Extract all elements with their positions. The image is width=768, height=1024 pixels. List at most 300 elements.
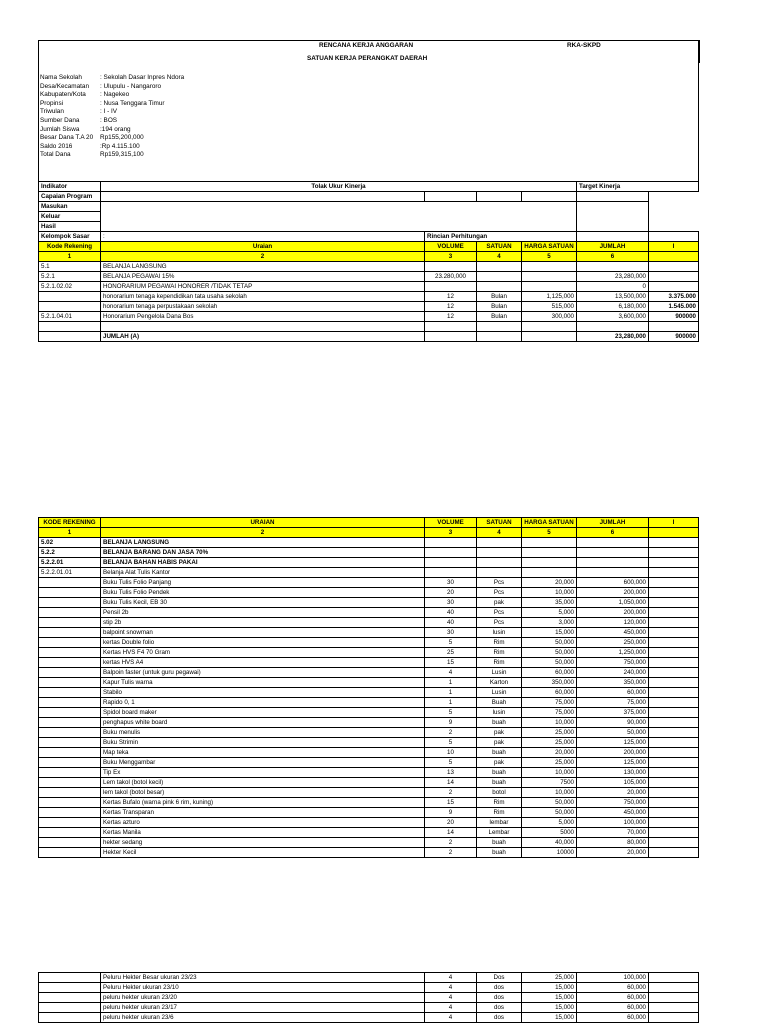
- table-cell: [425, 282, 477, 292]
- table-cell: JUMLAH (A): [101, 332, 425, 342]
- table-cell: [649, 272, 699, 282]
- info-value: : Nusa Tenggara Timur: [100, 99, 165, 107]
- table-cell: 60,000: [577, 983, 649, 993]
- table-cell: 5: [522, 252, 577, 262]
- table-cell: [522, 282, 577, 292]
- table-cell: 5: [425, 638, 477, 648]
- table-cell: 2: [425, 788, 477, 798]
- table-cell: [477, 332, 522, 342]
- table-cell: 900000: [649, 312, 699, 322]
- table-cell: [425, 538, 477, 548]
- table-cell: [39, 668, 101, 678]
- table-cell: Kertas HVS F4 70 Gram: [101, 648, 425, 658]
- hasil-label: Hasil: [39, 222, 101, 232]
- table-cell: 6,180,000: [577, 302, 649, 312]
- table-cell: 100,000: [577, 973, 649, 983]
- table-cell: [477, 272, 522, 282]
- table-cell: [522, 558, 577, 568]
- table-row: [39, 1013, 699, 1023]
- table-cell: [649, 648, 699, 658]
- table-cell: [522, 332, 577, 342]
- keluar-label: Keluar: [39, 212, 101, 222]
- table-cell: 200,000: [577, 748, 649, 758]
- table-cell: 5.02: [39, 538, 101, 548]
- table-cell: [477, 282, 522, 292]
- table-cell: 15,000: [522, 993, 577, 1003]
- table-row: [39, 768, 699, 778]
- info-key: Propinsi: [40, 99, 64, 107]
- table-cell: 3: [425, 528, 477, 538]
- table-cell: [649, 838, 699, 848]
- info-row: [40, 91, 184, 100]
- info-row: [40, 151, 184, 160]
- table-cell: Lusin: [477, 688, 522, 698]
- table-row: [39, 282, 699, 292]
- table-cell: Pensil 2b: [101, 608, 425, 618]
- table-cell: [649, 658, 699, 668]
- table-cell: 1.545.000: [649, 302, 699, 312]
- table-cell: 4: [425, 1013, 477, 1023]
- table-row: [39, 658, 699, 668]
- table-cell: [649, 698, 699, 708]
- info-key: Desa/Kecamatan: [40, 82, 90, 90]
- table-cell: [649, 1013, 699, 1023]
- info-value: : BOS: [100, 116, 118, 124]
- table-cell: 1,050,000: [577, 598, 649, 608]
- table-cell: pak: [477, 758, 522, 768]
- table-cell: [522, 272, 577, 282]
- table-cell: [649, 538, 699, 548]
- table-cell: 23,280,000: [577, 272, 649, 282]
- table-cell: Kertas Transparan: [101, 808, 425, 818]
- table-cell: 25,000: [522, 728, 577, 738]
- table-cell: 75,000: [577, 698, 649, 708]
- table-cell: [649, 548, 699, 558]
- table-cell: 20,000: [522, 578, 577, 588]
- table-cell: [39, 848, 101, 858]
- table-row: [39, 758, 699, 768]
- table-cell: 5.2.1.02.02: [39, 282, 101, 292]
- table-row: [39, 688, 699, 698]
- table-row: [39, 678, 699, 688]
- table-cell: 3,600,000: [577, 312, 649, 322]
- table-cell: Rim: [477, 658, 522, 668]
- frame-left-border: [38, 62, 39, 182]
- table-cell: 60,000: [577, 1013, 649, 1023]
- table-cell: [649, 848, 699, 858]
- table-cell: Uraian: [101, 242, 425, 252]
- table-cell: VOLUME: [425, 518, 477, 528]
- table-cell: [649, 528, 699, 538]
- table-cell: [101, 322, 425, 332]
- table-cell: [39, 688, 101, 698]
- table-cell: [649, 262, 699, 272]
- table-row: [39, 648, 699, 658]
- table-cell: [39, 738, 101, 748]
- table-cell: Pcs: [477, 608, 522, 618]
- table-row: [39, 708, 699, 718]
- table-row: [39, 788, 699, 798]
- table-cell: BELANJA BARANG DAN JASA 70%: [101, 548, 425, 558]
- info-row: [40, 126, 184, 135]
- table-cell: [39, 302, 101, 312]
- table-cell: 4: [425, 983, 477, 993]
- table-cell: Belanja Alat Tulis Kantor: [101, 568, 425, 578]
- table-cell: Kode Rekening: [39, 242, 101, 252]
- table-row: [39, 668, 699, 678]
- table-cell: 7500: [522, 778, 577, 788]
- table-row: [39, 302, 699, 312]
- table-row: [39, 638, 699, 648]
- table-cell: 1: [39, 252, 101, 262]
- header-row: [39, 242, 699, 252]
- table-cell: [577, 558, 649, 568]
- table-cell: 5,000: [522, 608, 577, 618]
- table-row: [39, 818, 699, 828]
- table-cell: dos: [477, 993, 522, 1003]
- info-key: Jumlah Siswa: [40, 125, 80, 133]
- table-cell: [39, 993, 101, 1003]
- table-row: [39, 618, 699, 628]
- table-cell: [649, 708, 699, 718]
- table-cell: 120,000: [577, 618, 649, 628]
- table-cell: HONORARIUM PEGAWAI HONORER /TIDAK TETAP: [101, 282, 425, 292]
- table-row: [39, 983, 699, 993]
- table-cell: [39, 292, 101, 302]
- table-cell: 5: [522, 528, 577, 538]
- table-cell: [425, 332, 477, 342]
- table-cell: [649, 748, 699, 758]
- table-cell: pak: [477, 728, 522, 738]
- tolak-ukur-header: Tolak Ukur Kinerja: [101, 182, 577, 192]
- table-cell: Bulan: [477, 302, 522, 312]
- table-cell: Rim: [477, 808, 522, 818]
- table-cell: [477, 538, 522, 548]
- table-cell: [39, 618, 101, 628]
- table-cell: [649, 973, 699, 983]
- table-cell: honorarium tenaga kependidikan tata usaha sekolah: [101, 292, 425, 302]
- table-row: [39, 698, 699, 708]
- table-cell: [39, 778, 101, 788]
- info-row: [40, 83, 184, 92]
- table-cell: [649, 688, 699, 698]
- table-cell: [425, 262, 477, 272]
- table-cell: 9: [425, 718, 477, 728]
- table-cell: 4: [425, 993, 477, 1003]
- kelompok-label: Kelompok Sasar: [39, 232, 101, 242]
- table-cell: 20,000: [522, 748, 577, 758]
- table-cell: 10: [425, 748, 477, 758]
- table-cell: 15: [425, 798, 477, 808]
- table-cell: 60,000: [577, 1003, 649, 1013]
- table-cell: dos: [477, 1003, 522, 1013]
- table-cell: 40: [425, 608, 477, 618]
- table-cell: [39, 648, 101, 658]
- table-cell: peluru hekter ukuran 23/6: [101, 1013, 425, 1023]
- table-cell: 5.2.1.04.01: [39, 312, 101, 322]
- table-cell: 25: [425, 648, 477, 658]
- table-cell: 3: [425, 252, 477, 262]
- table-cell: 2: [425, 848, 477, 858]
- table-cell: lem takol (botol besar): [101, 788, 425, 798]
- table-cell: Rim: [477, 648, 522, 658]
- table-cell: buah: [477, 778, 522, 788]
- table-cell: [649, 678, 699, 688]
- table-cell: 35,000: [522, 598, 577, 608]
- table-cell: buah: [477, 718, 522, 728]
- table-cell: 75,000: [522, 708, 577, 718]
- table-row: [39, 598, 699, 608]
- table-cell: 450,000: [577, 808, 649, 818]
- table-cell: 5.2.1: [39, 272, 101, 282]
- table-row: [39, 778, 699, 788]
- table-row: [39, 808, 699, 818]
- table-row: [39, 848, 699, 858]
- info-value: Rp159,315,100: [100, 151, 144, 159]
- table-cell: Buku Menggambar: [101, 758, 425, 768]
- table-row: [39, 728, 699, 738]
- table-cell: 350,000: [522, 678, 577, 688]
- table-cell: 600,000: [577, 578, 649, 588]
- indikator-label: Indikator: [39, 182, 101, 192]
- table-cell: [649, 768, 699, 778]
- table-cell: 2: [101, 252, 425, 262]
- info-row: [40, 108, 184, 117]
- doc-code: RKA-SKPD: [567, 42, 601, 49]
- table-cell: Rim: [477, 638, 522, 648]
- table-cell: [649, 322, 699, 332]
- table-cell: [477, 568, 522, 578]
- table-cell: [649, 252, 699, 262]
- table-cell: [649, 638, 699, 648]
- table-cell: [649, 578, 699, 588]
- table-row: [39, 588, 699, 598]
- table-cell: [39, 838, 101, 848]
- table-cell: [39, 728, 101, 738]
- table-cell: Kertas Manila: [101, 828, 425, 838]
- table-cell: 25,000: [522, 973, 577, 983]
- table-cell: Buku Tulis Folio Panjang: [101, 578, 425, 588]
- table-cell: Peluru Hekter Besar ukuran 23/23: [101, 973, 425, 983]
- table-cell: Bulan: [477, 292, 522, 302]
- table-cell: [649, 1003, 699, 1013]
- table-cell: 0: [577, 282, 649, 292]
- table-cell: 6: [577, 252, 649, 262]
- table-row: [39, 1003, 699, 1013]
- info-key: Nama Sekolah: [40, 74, 82, 81]
- table-cell: [577, 568, 649, 578]
- header-number-row: [39, 252, 699, 262]
- table-cell: [39, 798, 101, 808]
- table-cell: 5.2.2.01.01: [39, 568, 101, 578]
- table-cell: Kertas Bufalo (warna pink 6 rim, kuning): [101, 798, 425, 808]
- table-cell: Peluru Hekter ukuran 23/10: [101, 983, 425, 993]
- table-row: [39, 568, 699, 578]
- info-key: Total Dana: [40, 151, 71, 159]
- table-cell: JUMLAH: [577, 518, 649, 528]
- info-value: :Rp 4.115.100: [100, 142, 140, 150]
- table-cell: SATUAN: [477, 518, 522, 528]
- info-key: Sumber Dana: [40, 116, 80, 124]
- table-cell: Pcs: [477, 618, 522, 628]
- table-cell: [649, 718, 699, 728]
- table-cell: [649, 798, 699, 808]
- table-row: [39, 332, 699, 342]
- table-cell: Rapido 0, 1: [101, 698, 425, 708]
- table-cell: [39, 598, 101, 608]
- doc-subtitle: SATUAN KERJA PERANGKAT DAERAH: [307, 55, 428, 62]
- table-cell: 23,280,000: [577, 332, 649, 342]
- table-cell: [649, 758, 699, 768]
- table-cell: Buku Tulis Kecil, EB 30: [101, 598, 425, 608]
- table-cell: [39, 818, 101, 828]
- table-cell: 15,000: [522, 1003, 577, 1013]
- table-cell: I: [649, 242, 699, 252]
- table-cell: [425, 558, 477, 568]
- table-cell: 20: [425, 818, 477, 828]
- table-cell: lusin: [477, 708, 522, 718]
- table-cell: [39, 588, 101, 598]
- table-cell: [649, 558, 699, 568]
- table-cell: [39, 608, 101, 618]
- frame-right-border: [698, 40, 699, 182]
- info-row: [40, 117, 184, 126]
- table-cell: 50,000: [577, 728, 649, 738]
- info-value: : I - IV: [100, 108, 118, 116]
- table-cell: [39, 678, 101, 688]
- table-cell: HARGA SATUAN: [522, 518, 577, 528]
- table-cell: dos: [477, 983, 522, 993]
- table-cell: pak: [477, 598, 522, 608]
- table-cell: [39, 748, 101, 758]
- table-cell: 80,000: [577, 838, 649, 848]
- table-cell: [39, 788, 101, 798]
- table-cell: [39, 638, 101, 648]
- table-cell: [39, 718, 101, 728]
- table-cell: [477, 262, 522, 272]
- table-cell: 900000: [649, 332, 699, 342]
- table-cell: [649, 598, 699, 608]
- table-row: [39, 973, 699, 983]
- table-cell: 14: [425, 828, 477, 838]
- table-cell: 12: [425, 312, 477, 322]
- table-cell: Rim: [477, 798, 522, 808]
- table-cell: 30: [425, 578, 477, 588]
- table-cell: [39, 768, 101, 778]
- table-row: [39, 628, 699, 638]
- table-cell: [39, 808, 101, 818]
- table-cell: 5000: [522, 828, 577, 838]
- table-cell: 450,000: [577, 628, 649, 638]
- table-row: [39, 608, 699, 618]
- table-cell: 50,000: [522, 808, 577, 818]
- table-cell: Bulan: [477, 312, 522, 322]
- table-cell: BELANJA BAHAN HABIS PAKAI: [101, 558, 425, 568]
- rincian-header: Rincian Perhitungan: [425, 232, 577, 242]
- table-cell: Stabilo: [101, 688, 425, 698]
- table-cell: buah: [477, 848, 522, 858]
- table-cell: 20,000: [577, 788, 649, 798]
- table-cell: 6: [577, 528, 649, 538]
- table-cell: [649, 778, 699, 788]
- table-cell: 5: [425, 738, 477, 748]
- table-cell: 40,000: [522, 838, 577, 848]
- table-cell: 60,000: [522, 668, 577, 678]
- table-cell: 5.1: [39, 262, 101, 272]
- document-header: [38, 40, 700, 63]
- table-cell: 20,000: [577, 848, 649, 858]
- table-cell: [39, 828, 101, 838]
- table-cell: 200,000: [577, 588, 649, 598]
- table-cell: JUMLAH: [577, 242, 649, 252]
- table-cell: Buku Tulis Folio Pendek: [101, 588, 425, 598]
- table-cell: 60,000: [522, 688, 577, 698]
- table-cell: 240,000: [577, 668, 649, 678]
- table-cell: Map teka: [101, 748, 425, 758]
- info-key: Triwulan: [40, 108, 64, 116]
- table-cell: 50,000: [522, 798, 577, 808]
- table-cell: BELANJA LANGSUNG: [101, 262, 425, 272]
- info-value: Rp155,200,000: [100, 134, 144, 142]
- table-cell: 4: [477, 252, 522, 262]
- table-cell: 10,000: [522, 588, 577, 598]
- table-cell: [522, 538, 577, 548]
- table-cell: buah: [477, 768, 522, 778]
- table-cell: [577, 548, 649, 558]
- table-cell: 125,000: [577, 758, 649, 768]
- table-cell: 1: [425, 698, 477, 708]
- table-cell: 1,250,000: [577, 648, 649, 658]
- table-cell: Kertas azturo: [101, 818, 425, 828]
- table-row: [39, 538, 699, 548]
- belanja-barang-table: [38, 517, 699, 858]
- table-row: [39, 798, 699, 808]
- table-cell: peluru hekter ukuran 23/17: [101, 1003, 425, 1013]
- kelompok-value: :: [101, 232, 425, 242]
- table-cell: 40: [425, 618, 477, 628]
- table-row: [39, 558, 699, 568]
- table-cell: 10,000: [522, 788, 577, 798]
- table-cell: penghapus white board: [101, 718, 425, 728]
- table-cell: [649, 588, 699, 598]
- table-cell: [39, 1003, 101, 1013]
- table-cell: 30: [425, 598, 477, 608]
- table-cell: [39, 578, 101, 588]
- table-cell: 4: [477, 528, 522, 538]
- table-cell: 1: [425, 688, 477, 698]
- table-cell: URAIAN: [101, 518, 425, 528]
- table-cell: peluru hekter ukuran 23/20: [101, 993, 425, 1003]
- table-cell: 2: [101, 528, 425, 538]
- table-cell: [39, 1013, 101, 1023]
- table-cell: [649, 738, 699, 748]
- info-value: : Nagekeo: [100, 91, 130, 99]
- info-row: [40, 134, 184, 143]
- table-cell: 200,000: [577, 608, 649, 618]
- table-cell: [649, 818, 699, 828]
- table-cell: 15: [425, 658, 477, 668]
- table-cell: [649, 568, 699, 578]
- info-key: Kabupaten/Kota: [40, 91, 86, 99]
- table-cell: [649, 618, 699, 628]
- header-row: [39, 518, 699, 528]
- table-cell: [649, 282, 699, 292]
- table-cell: [649, 808, 699, 818]
- table-cell: pak: [477, 738, 522, 748]
- table-cell: [477, 558, 522, 568]
- table-cell: lembar: [477, 818, 522, 828]
- table-cell: [577, 322, 649, 332]
